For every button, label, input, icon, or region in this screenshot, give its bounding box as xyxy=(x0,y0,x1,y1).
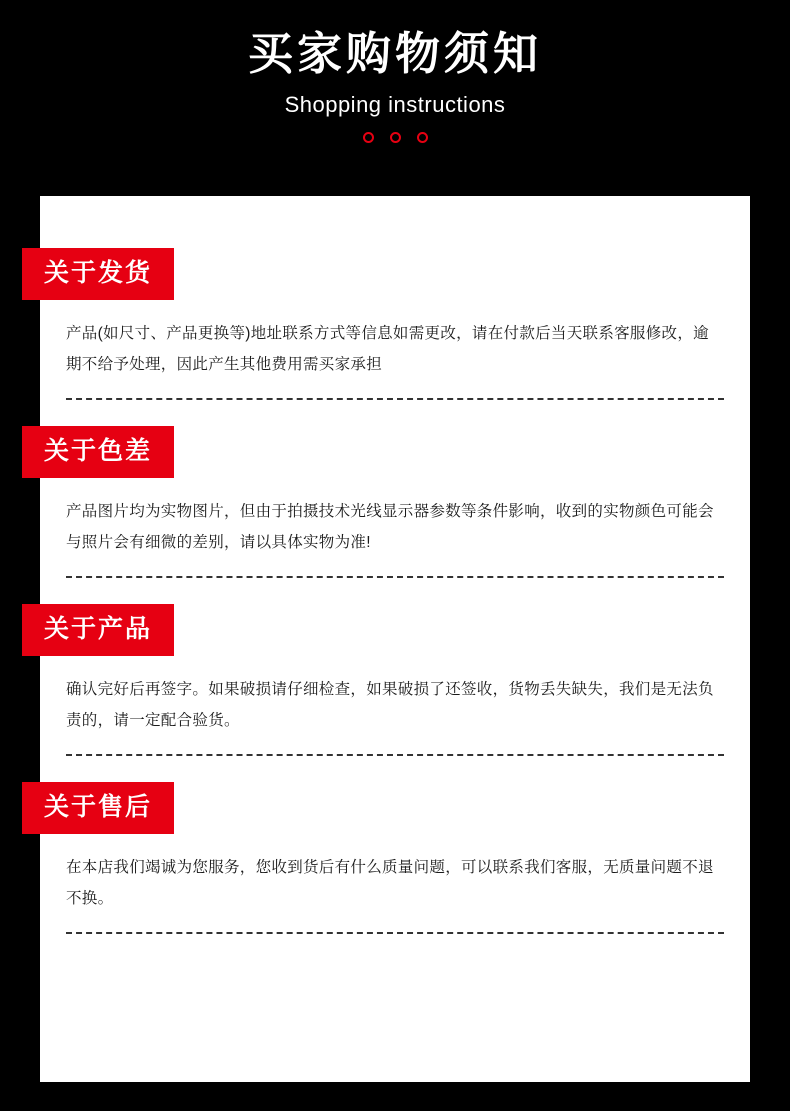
circle-icon xyxy=(390,132,401,143)
section-tag-aftersales: 关于售后 xyxy=(22,782,174,834)
section-text-color: 产品图片均为实物图片，但由于拍摄技术光线显示器参数等条件影响，收到的实物颜色可能会与照片会有细微的差别，请以具体实物为准! xyxy=(66,503,714,551)
section-text-shipping: 产品(如尺寸、产品更换等)地址联系方式等信息如需更改，请在付款后当天联系客服修改，逾期不给予处理，因此产生其他费用需买家承担 xyxy=(66,325,709,373)
section-text-aftersales: 在本店我们竭诚为您服务，您收到货后有什么质量问题，可以联系我们客服，无质量问题不退不换。 xyxy=(66,859,714,907)
page-title: 买家购物须知 xyxy=(247,28,542,79)
dot-decoration xyxy=(0,132,790,143)
section-tag-color: 关于色差 xyxy=(22,426,174,478)
circle-icon xyxy=(363,132,374,143)
page-header xyxy=(0,0,790,143)
section-product xyxy=(40,578,750,756)
section-tag-product: 关于产品 xyxy=(22,604,174,656)
section-divider xyxy=(66,932,724,934)
section-aftersales xyxy=(40,756,750,934)
section-color xyxy=(40,400,750,578)
section-text-product: 确认完好后再签字。如果破损请仔细检查，如果破损了还签收，货物丢失缺失，我们是无法负责的，请一定配合验货。 xyxy=(66,681,714,729)
page-subtitle: Shopping instructions xyxy=(284,92,506,118)
circle-icon xyxy=(417,132,428,143)
section-tag-shipping: 关于发货 xyxy=(22,248,174,300)
instructions-card xyxy=(40,196,750,1082)
section-shipping xyxy=(40,196,750,400)
